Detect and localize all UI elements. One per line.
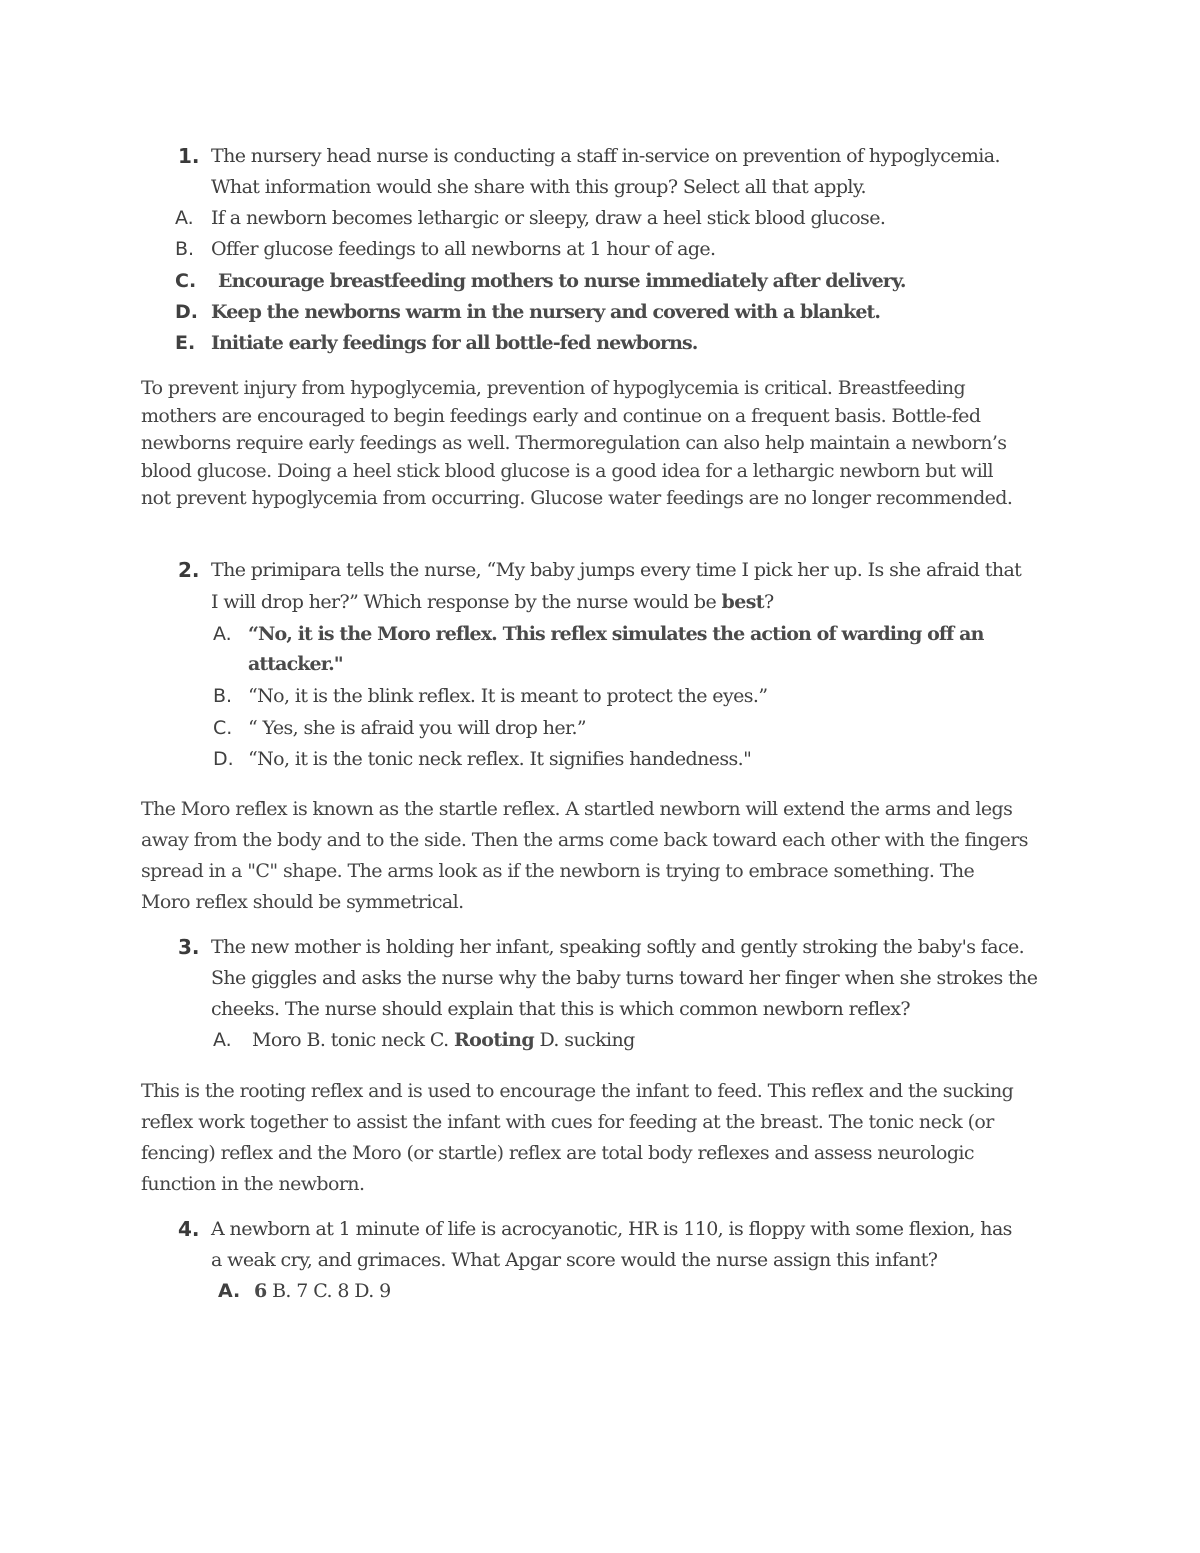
q1-option-a-label: A. bbox=[175, 207, 194, 229]
q1-option-d-text: Keep the newborns warm in the nursery and covered with a blanket. bbox=[211, 301, 881, 323]
question-2-stem-line-1: The primipara tells the nurse, “My baby jumps every time I pick her up. Is she afraid that bbox=[211, 559, 1022, 581]
q2-option-a-text-line-1: “No, it is the Moro reflex. This reflex simulates the action of warding off an bbox=[248, 623, 984, 645]
q2-rationale-line: Moro reflex should be symmetrical. bbox=[141, 891, 464, 913]
q1-rationale-line: mothers are encouraged to begin feedings early and continue on a frequent basis. Bottle-fed bbox=[141, 404, 981, 427]
question-3-stem-line-3: cheeks. The nurse should explain that this is which common newborn reflex? bbox=[211, 998, 911, 1020]
q3-answer-label: A. bbox=[213, 1029, 232, 1051]
q1-option-e-text: Initiate early feedings for all bottle-fed newborns. bbox=[211, 332, 698, 354]
q2-option-a-label: A. bbox=[213, 623, 232, 645]
q3-rationale bbox=[141, 1076, 1101, 1200]
question-1-number: 1. bbox=[178, 144, 200, 168]
q2-rationale bbox=[141, 794, 1101, 918]
q1-option-b-label: B. bbox=[175, 238, 195, 260]
question-3-stem-line-1: The new mother is holding her infant, speaking softly and gently stroking the baby's face. bbox=[211, 936, 1025, 958]
question-3-number: 3. bbox=[178, 935, 200, 959]
q2-option-d-text: “No, it is the tonic neck reflex. It signifies handedness." bbox=[248, 748, 752, 770]
q1-rationale-line: newborns require early feedings as well. Thermoregulation can also help maintain a newborn’s bbox=[141, 432, 1007, 454]
q1-option-e-label: E. bbox=[175, 332, 196, 354]
q4-answer-label: A. bbox=[218, 1280, 241, 1302]
q1-option-d-label: D. bbox=[175, 301, 198, 323]
q2-option-b-text: “No, it is the blink reflex. It is meant to protect the eyes.” bbox=[248, 685, 768, 707]
q2-rationale-line: away from the body and to the side. Then the arms come back toward each other with the fingers bbox=[141, 829, 1028, 851]
q3-options-end: D. sucking bbox=[534, 1029, 635, 1051]
q3-rationale-line: fencing) reflex and the Moro (or startle) reflex are total body reflexes and assess neurologic bbox=[141, 1142, 974, 1164]
q2-option-d-label: D. bbox=[213, 748, 234, 770]
q1-option-c-label: C. bbox=[175, 270, 197, 292]
q4-answer-options bbox=[254, 1280, 391, 1302]
q4-options-text: B. 7 C. 8 D. 9 bbox=[266, 1280, 391, 1302]
q3-rationale-line: This is the rooting reflex and is used to encourage the infant to feed. This reflex and the sucking bbox=[141, 1080, 1014, 1102]
q2-rationale-line: The Moro reflex is known as the startle reflex. A startled newborn will extend the arms and legs bbox=[141, 798, 1013, 820]
q3-rationale-line: reflex work together to assist the infant with cues for feeding at the breast. The tonic neck (or bbox=[141, 1111, 994, 1133]
question-1-stem-line-2: What information would she share with this group? Select all that apply. bbox=[211, 176, 866, 198]
q1-option-a-text: If a newborn becomes lethargic or sleepy, draw a heel stick blood glucose. bbox=[211, 207, 886, 229]
q2-stem-text: I will drop her?” Which response by the nurse would be bbox=[211, 591, 722, 613]
q3-rationale-line: function in the newborn. bbox=[141, 1173, 365, 1195]
question-2-number: 2. bbox=[178, 558, 200, 582]
q3-options-text: Moro B. tonic neck C. bbox=[252, 1029, 454, 1051]
question-1-stem-line-1: The nursery head nurse is conducting a staff in-service on prevention of hypoglycemia. bbox=[211, 145, 1000, 167]
q2-stem-emphasis: best bbox=[721, 591, 764, 613]
q2-option-c-label: C. bbox=[213, 717, 233, 739]
q1-rationale-line: To prevent injury from hypoglycemia, prevention of hypoglycemia is critical. Breastfeeding bbox=[141, 377, 966, 399]
q1-option-c-text: Encourage breastfeeding mothers to nurse immediately after delivery. bbox=[218, 270, 906, 292]
q1-rationale bbox=[141, 375, 1101, 513]
question-4-number: 4. bbox=[178, 1217, 200, 1241]
q1-option-b-text: Offer glucose feedings to all newborns at 1 hour of age. bbox=[211, 238, 716, 260]
q4-correct-answer: 6 bbox=[254, 1280, 267, 1302]
q3-answer-options bbox=[252, 1029, 635, 1051]
question-3-stem-line-2: She giggles and asks the nurse why the baby turns toward her finger when she strokes the bbox=[211, 967, 1038, 989]
q2-option-b-label: B. bbox=[213, 685, 233, 707]
q2-option-c-text: “ Yes, she is afraid you will drop her.” bbox=[248, 717, 587, 739]
question-4-stem-line-1: A newborn at 1 minute of life is acrocyanotic, HR is 110, is floppy with some flexion, has bbox=[211, 1218, 1012, 1240]
q2-stem-end: ? bbox=[763, 591, 774, 613]
question-2-stem-line-2 bbox=[211, 591, 774, 613]
q2-option-a-text-line-2: attacker." bbox=[248, 653, 343, 675]
question-4-stem-line-2: a weak cry, and grimaces. What Apgar score would the nurse assign this infant? bbox=[211, 1249, 938, 1271]
q1-rationale-line: blood glucose. Doing a heel stick blood glucose is a good idea for a lethargic newborn but will bbox=[141, 459, 993, 482]
q2-rationale-line: spread in a "C" shape. The arms look as if the newborn is trying to embrace something. The bbox=[141, 860, 975, 882]
q1-rationale-line: not prevent hypoglycemia from occurring. Glucose water feedings are no longer recommended. bbox=[141, 487, 1013, 509]
q3-correct-answer: Rooting bbox=[453, 1029, 535, 1051]
